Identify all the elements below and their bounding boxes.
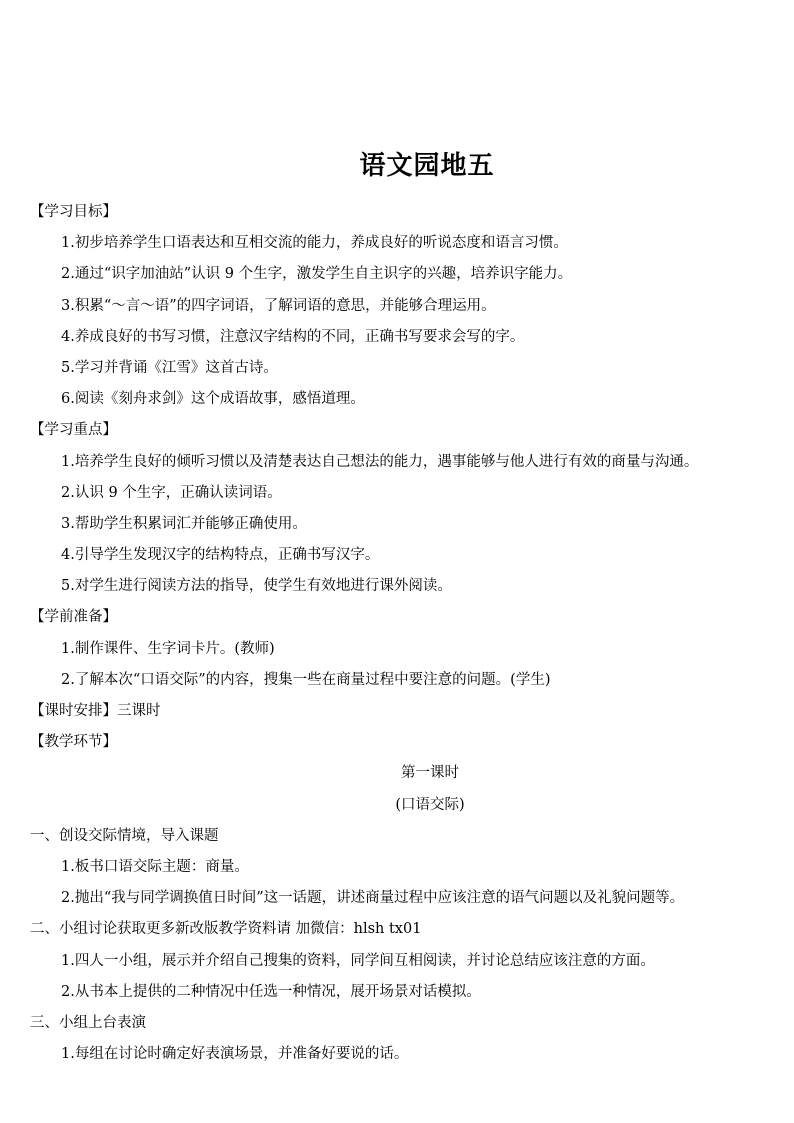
section-heading: 【教学环节】: [30, 734, 117, 751]
section-heading: 二、小组讨论获取更多新改版教学资料请 加微信：hlsh tx01: [30, 921, 422, 938]
list-item: 2.了解本次“口语交际”的内容，搜集一些在商量过程中要注意的问题。(学生): [61, 671, 551, 688]
section-heading: 【课时安排】三课时: [30, 703, 161, 719]
list-item: 1.制作课件、生字词卡片。(教师): [61, 640, 275, 657]
list-item: 2.从书本上提供的二种情况中任选一种情况，展开场景对话模拟。: [61, 983, 481, 1000]
section-heading: 三、小组上台表演: [30, 1014, 146, 1031]
list-item: 1.四人一小组，展示并介绍自己搜集的资料，同学间互相阅读，并讨论总结应该注意的方面。: [61, 952, 655, 969]
list-item: 5.对学生进行阅读方法的指导，使学生有效地进行课外阅读。: [61, 578, 452, 595]
list-item: 1.培养学生良好的倾听习惯以及清楚表达自己想法的能力，遇事能够与他人进行有效的商量与沟通。: [61, 453, 699, 470]
list-item: 5.学习并背诵《江雪》这首古诗。: [61, 359, 278, 376]
section-heading: 一、创设交际情境，导入课题: [30, 827, 219, 844]
section-heading: 【学前准备】: [30, 609, 117, 626]
centered-heading: (口语交际): [395, 796, 465, 813]
list-item: 2.认识 9 个生字，正确认读词语。: [61, 484, 282, 501]
list-item: 1.板书口语交际主题：商量。: [61, 858, 249, 875]
document-body: [30, 197, 770, 1070]
list-item: 3.积累“～言～语”的四字词语，了解词语的意思，并能够合理运用。: [61, 297, 496, 314]
centered-heading: 第一课时: [401, 765, 459, 782]
section-heading: 【学习重点】: [30, 422, 117, 439]
list-item: 2.通过“识字加油站”认识 9 个生字，激发学生自主识字的兴趣，培养识字能力。: [61, 266, 573, 283]
list-item: 4.引导学生发现汉字的结构特点，正确书写汉字。: [61, 547, 380, 564]
list-item: 6.阅读《刻舟求剑》这个成语故事，感悟道理。: [61, 391, 365, 408]
list-item: 1.每组在讨论时确定好表演场景，并准备好要说的话。: [61, 1046, 409, 1063]
list-item: 1.初步培养学生口语表达和互相交流的能力，养成良好的听说态度和语言习惯。: [61, 235, 568, 252]
section-heading: 【学习目标】: [30, 204, 117, 220]
list-item: 2.抛出“我与同学调换值日时间”这一话题，讲述商量过程中应该注意的语气问题以及礼貌问题等。: [61, 890, 685, 907]
list-item: 3.帮助学生积累词汇并能够正确使用。: [61, 515, 307, 532]
list-item: 4.养成良好的书写习惯，注意汉字结构的不同，正确书写要求会写的字。: [61, 328, 525, 345]
page-title: 语文园地五: [359, 151, 495, 181]
